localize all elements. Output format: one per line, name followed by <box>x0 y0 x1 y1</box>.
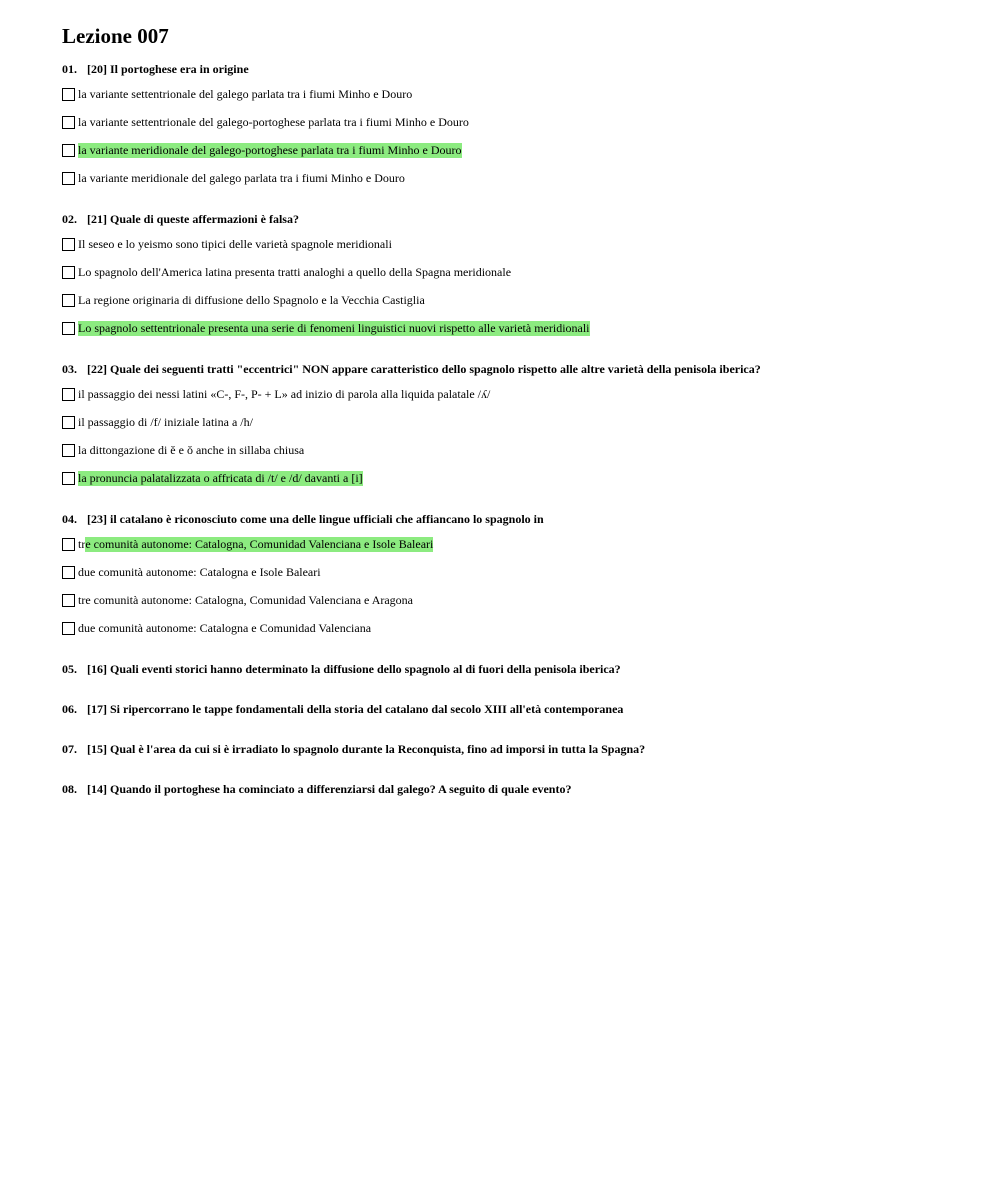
question-block <box>62 361 962 486</box>
question-text: [16] Quali eventi storici hanno determinato la diffusione dello spagnolo al di fuori della penisola iberica? <box>87 662 621 676</box>
option-text: La regione originaria di diffusione dello Spagnolo e la Vecchia Castiglia <box>78 292 425 307</box>
option-text: il passaggio dei nessi latini «C-, F-, P- + L» ad inizio di parola alla liquida palatale /ʎ/ <box>78 386 491 401</box>
answer-option[interactable] <box>62 414 962 430</box>
open-question-heading <box>62 741 962 757</box>
question-number: 05. <box>62 662 77 676</box>
document-page <box>62 24 962 797</box>
option-text: tr <box>78 536 86 551</box>
question-number: 08. <box>62 782 77 796</box>
option-text: Lo spagnolo dell'America latina presenta tratti analoghi a quello della Spagna meridionale <box>78 264 512 279</box>
answer-option[interactable] <box>62 170 962 186</box>
checkbox[interactable] <box>62 88 75 101</box>
option-text: la variante settentrionale del galego-portoghese parlata tra i fiumi Minho e Douro <box>78 114 469 129</box>
checkbox[interactable] <box>62 594 75 607</box>
question-block <box>62 211 962 336</box>
question-number: 03. <box>62 362 77 376</box>
answer-option-correct[interactable] <box>62 536 962 552</box>
question-block <box>62 61 962 186</box>
question-text: [14] Quando il portoghese ha cominciato a differenziarsi dal galego? A seguito di quale evento? <box>87 782 572 796</box>
question-heading <box>62 61 962 77</box>
question-number: 02. <box>62 212 77 226</box>
question-text: [21] Quale di queste affermazioni è falsa? <box>87 212 299 226</box>
question-number: 06. <box>62 702 77 716</box>
answer-option[interactable] <box>62 114 962 130</box>
checkbox[interactable] <box>62 116 75 129</box>
question-number: 07. <box>62 742 77 756</box>
question-heading <box>62 511 962 527</box>
answer-option-correct[interactable] <box>62 470 962 486</box>
answer-option-correct[interactable] <box>62 142 962 158</box>
answer-option[interactable] <box>62 442 962 458</box>
question-text: [22] Quale dei seguenti tratti "eccentrici" NON appare caratteristico dello spagnolo rispetto alle altre varietà della penisola iberica? <box>87 362 761 376</box>
open-question-heading <box>62 781 962 797</box>
checkbox[interactable] <box>62 266 75 279</box>
checkbox[interactable] <box>62 416 75 429</box>
question-heading <box>62 211 962 227</box>
checkbox[interactable] <box>62 388 75 401</box>
option-text: la variante settentrionale del galego parlata tra i fiumi Minho e Douro <box>78 86 413 101</box>
answer-option-correct[interactable] <box>62 320 962 336</box>
option-text-highlighted: la pronuncia palatalizzata o affricata di /t/ e /d/ davanti a [i] <box>78 470 363 485</box>
question-block <box>62 511 962 636</box>
answer-option[interactable] <box>62 236 962 252</box>
answer-option[interactable] <box>62 592 962 608</box>
answer-option[interactable] <box>62 620 962 636</box>
checkbox[interactable] <box>62 538 75 551</box>
option-text: due comunità autonome: Catalogna e Isole Baleari <box>78 564 321 579</box>
option-text: la variante meridionale del galego parlata tra i fiumi Minho e Douro <box>78 170 405 185</box>
question-number: 01. <box>62 62 77 76</box>
checkbox[interactable] <box>62 444 75 457</box>
option-text: Il seseo e lo yeismo sono tipici delle varietà spagnole meridionali <box>78 236 392 251</box>
answer-option[interactable] <box>62 86 962 102</box>
answer-option[interactable] <box>62 264 962 280</box>
option-text-highlighted: la variante meridionale del galego-portoghese parlata tra i fiumi Minho e Douro <box>78 142 462 157</box>
option-text: tre comunità autonome: Catalogna, Comunidad Valenciana e Aragona <box>78 592 414 607</box>
checkbox[interactable] <box>62 172 75 185</box>
option-text-highlighted: e comunità autonome: Catalogna, Comunidad Valenciana e Isole Baleari <box>85 536 434 551</box>
open-question-heading <box>62 661 962 677</box>
checkbox[interactable] <box>62 144 75 157</box>
option-text: la dittongazione di ĕ e ŏ anche in sillaba chiusa <box>78 442 305 457</box>
checkbox[interactable] <box>62 472 75 485</box>
checkbox[interactable] <box>62 566 75 579</box>
question-text: [20] Il portoghese era in origine <box>87 62 249 76</box>
checkbox[interactable] <box>62 322 75 335</box>
page-title: Lezione 007 <box>62 24 169 48</box>
answer-option[interactable] <box>62 564 962 580</box>
option-text-highlighted: Lo spagnolo settentrionale presenta una serie di fenomeni linguistici nuovi rispetto alle varietà meridionali <box>78 320 590 335</box>
answer-option[interactable] <box>62 292 962 308</box>
option-text: due comunità autonome: Catalogna e Comunidad Valenciana <box>78 620 372 635</box>
answer-option[interactable] <box>62 386 962 402</box>
question-heading <box>62 361 962 377</box>
option-text: il passaggio di /f/ iniziale latina a /h/ <box>78 414 253 429</box>
question-number: 04. <box>62 512 77 526</box>
checkbox[interactable] <box>62 294 75 307</box>
question-text: [23] il catalano è riconosciuto come una delle lingue ufficiali che affiancano lo spagnolo in <box>87 512 544 526</box>
question-text: [15] Qual è l'area da cui si è irradiato lo spagnolo durante la Reconquista, fino ad imporsi in tutta la Spagna? <box>87 742 646 756</box>
checkbox[interactable] <box>62 622 75 635</box>
checkbox[interactable] <box>62 238 75 251</box>
question-text: [17] Si ripercorrano le tappe fondamentali della storia del catalano dal secolo XIII all'età contemporanea <box>87 702 624 716</box>
open-question-heading <box>62 701 962 717</box>
